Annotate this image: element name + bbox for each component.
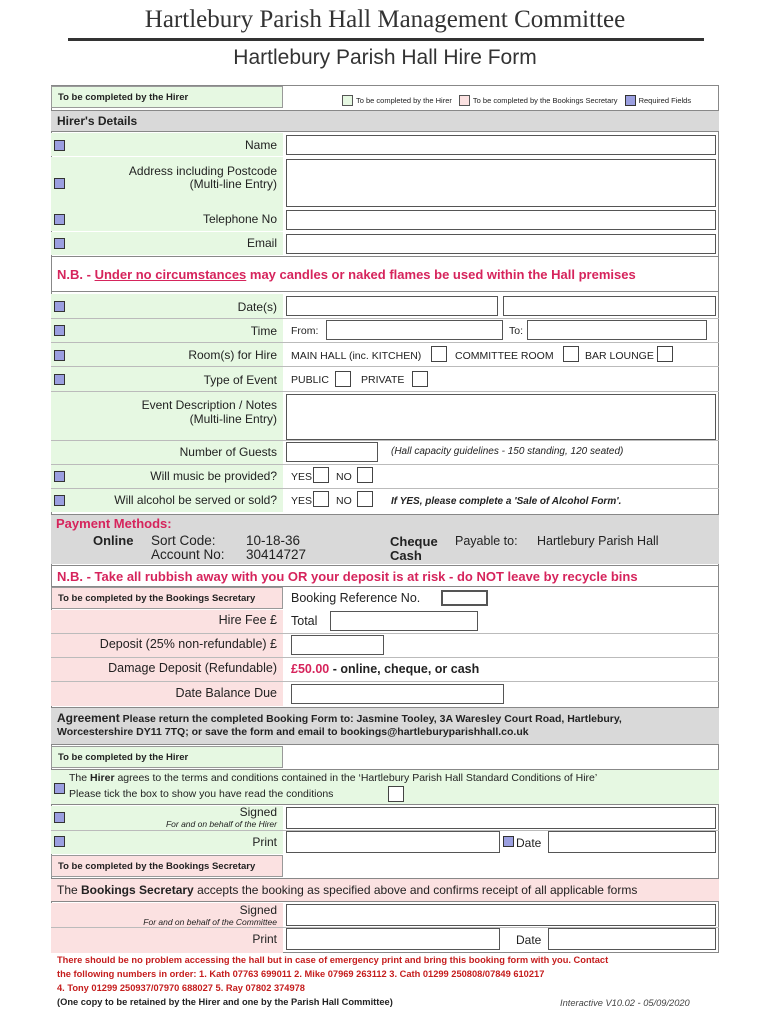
name-field[interactable] (286, 135, 716, 155)
room-main-checkbox[interactable] (431, 346, 447, 362)
hire-fee-label: Hire Fee £ (218, 613, 277, 627)
description-label: Event Description / Notes (141, 398, 277, 412)
divider (51, 391, 719, 392)
alcohol-yes-checkbox[interactable] (313, 491, 329, 507)
hirer-agreement-line-1 (69, 772, 597, 784)
legend-required-text: Required Fields (638, 96, 692, 105)
damage-amount: £50.00 (291, 662, 330, 676)
music-yes-checkbox[interactable] (313, 467, 329, 483)
time-to-field[interactable] (527, 320, 707, 340)
damage-label: Damage Deposit (Refundable) (108, 661, 277, 675)
room-committee-label: COMMITTEE ROOM (455, 350, 554, 362)
address-label: Address including Postcode (128, 164, 277, 178)
legend (342, 95, 691, 106)
total-label: Total (291, 614, 318, 628)
secretary-sign-section-label: To be completed by the Bookings Secretary (51, 855, 283, 877)
agreement-line-1 (57, 711, 622, 725)
divider (51, 927, 719, 928)
contact-3: 3. Cath 01299 250808/07849 610217 (389, 969, 545, 979)
booking-ref-label: Booking Reference No. (291, 591, 421, 605)
secretary-accept-bold: Bookings Secretary (81, 883, 194, 897)
account-label: Account No: (151, 547, 225, 562)
legend-secretary-text: To be completed by the Bookings Secretary (472, 96, 618, 105)
secretary-signed-label: Signed (239, 903, 277, 917)
divider (51, 440, 719, 441)
contact-4: 4. Tony 01299 250937/07970 688027 (57, 983, 216, 993)
telephone-field[interactable] (286, 210, 716, 230)
hirer-agreement-line-2: Please tick the box to show you have read the conditions (69, 788, 334, 800)
secretary-section-label: To be completed by the Bookings Secretary (51, 587, 283, 609)
divider (51, 633, 719, 634)
hirer-section-label: To be completed by the Hirer (51, 86, 283, 108)
secretary-on-behalf: For and on behalf of the Committee (143, 917, 277, 927)
date-field-2[interactable] (503, 296, 716, 316)
secretary-accept-text (57, 883, 637, 897)
divider (51, 318, 719, 319)
secretary-print-label: Print (252, 932, 277, 946)
deposit-label: Deposit (25% non-refundable) £ (99, 637, 277, 651)
required-marker (503, 836, 514, 847)
form-title: Hartlebury Parish Hall Hire Form (233, 46, 537, 69)
secretary-signature-field[interactable] (286, 904, 716, 926)
account-value: 30414727 (246, 547, 307, 562)
email-label: Email (246, 236, 277, 250)
agreement-text-1: Please return the completed Booking Form to: Jasmine Tooley, 3A Waresley Court Road, Hartlebury, (119, 713, 622, 725)
divider (51, 488, 719, 489)
footer-contacts-intro: the following numbers in order: (57, 969, 200, 979)
agreement-line-2: Worcestershire DY11 7TQ; or save the form and email to bookings@hartleburyparishhall.co.uk (57, 726, 529, 738)
name-label: Name (244, 138, 277, 152)
description-field[interactable] (286, 394, 716, 440)
hirer-print-field[interactable] (286, 831, 500, 853)
rooms-label: Room(s) for Hire (188, 348, 277, 362)
required-marker (54, 783, 65, 794)
version: Interactive V10.02 - 05/09/2020 (560, 998, 690, 1008)
email-field[interactable] (286, 234, 716, 254)
alcohol-yes-label: YES (291, 495, 313, 507)
divider (51, 830, 719, 831)
secretary-date-label: Date (516, 933, 542, 947)
alcohol-no-label: NO (336, 495, 352, 507)
address-note: (Multi-line Entry) (189, 177, 277, 191)
legend-secretary-swatch (459, 95, 470, 106)
type-public-checkbox[interactable] (335, 371, 351, 387)
music-yes-label: YES (291, 471, 313, 483)
title-rule (68, 38, 704, 41)
notice-emphasis: Under no circumstances (94, 266, 247, 282)
notice-prefix: N.B. - (57, 266, 95, 282)
description-note: (Multi-line Entry) (189, 412, 277, 426)
deposit-field[interactable] (291, 635, 384, 655)
sort-code-label: Sort Code: (151, 533, 216, 548)
hirer-on-behalf: For and on behalf of the Hirer (165, 819, 277, 829)
room-main-label: MAIN HALL (inc. KITCHEN) (291, 350, 422, 362)
legend-hirer-swatch (342, 95, 353, 106)
payment-title: Payment Methods: (56, 516, 172, 531)
capacity-note: (Hall capacity guidelines - 150 standing, 120 seated) (391, 446, 624, 457)
hirer-signature-field[interactable] (286, 807, 716, 829)
guests-field[interactable] (286, 442, 378, 462)
time-to-label: To: (509, 325, 524, 337)
dates-label: Date(s) (237, 300, 277, 314)
hirer-details-header: Hirer's Details (51, 110, 719, 132)
hirer-sign-section-label: To be completed by the Hirer (51, 746, 283, 768)
date-field-1[interactable] (286, 296, 498, 316)
sort-code-value: 10-18-36 (246, 533, 301, 548)
agreement-title: Agreement (57, 711, 120, 725)
hirer-agreement-bold: Hirer (90, 772, 115, 784)
divider (51, 342, 719, 343)
time-from-label: From: (291, 325, 319, 337)
org-title: Hartlebury Parish Hall Management Committee (144, 6, 626, 33)
contact-1: 1. Kath 07763 699011 (199, 969, 295, 979)
legend-required-swatch (625, 95, 636, 106)
time-from-field[interactable] (326, 320, 503, 340)
address-field[interactable] (286, 159, 716, 207)
secretary-accept-a: The (57, 883, 82, 897)
guests-label: Number of Guests (179, 445, 277, 459)
damage-methods: - online, cheque, or cash (329, 662, 480, 676)
rubbish-notice: N.B. - Take all rubbish away with you OR your deposit is at risk - do NOT leave by recycle bins (51, 565, 719, 587)
balance-due-label: Date Balance Due (175, 686, 277, 700)
secretary-accept-b: accepts the booking as specified above and confirms receipt of all applicable forms (193, 883, 638, 897)
hirer-agreement-b: agrees to the terms and conditions contained in the ‘Hartlebury Parish Hall Standard Conditions of Hire’ (114, 772, 598, 784)
music-no-checkbox[interactable] (357, 467, 373, 483)
candles-notice (51, 256, 719, 292)
room-committee-checkbox[interactable] (563, 346, 579, 362)
conditions-read-checkbox[interactable] (388, 786, 404, 802)
type-label: Type of Event (203, 373, 277, 387)
damage-value (291, 662, 479, 676)
alcohol-no-checkbox[interactable] (357, 491, 373, 507)
type-private-label: PRIVATE (361, 374, 405, 386)
hirer-date-label: Date (516, 836, 542, 850)
payable-label: Payable to: (455, 534, 518, 548)
secretary-date-field[interactable] (548, 928, 716, 950)
legend-hirer-text: To be completed by the Hirer (356, 96, 452, 105)
divider (51, 366, 719, 367)
music-label: Will music be provided? (150, 469, 277, 483)
divider (51, 464, 719, 465)
alcohol-label: Will alcohol be served or sold? (114, 493, 277, 507)
balance-due-field[interactable] (291, 684, 504, 704)
divider (51, 657, 719, 658)
footer-line-3 (57, 983, 305, 993)
booking-ref-field[interactable] (441, 590, 488, 606)
footer-line-1: There should be no problem accessing the hall but in case of emergency print and bring this booking form with you. Contact (57, 955, 609, 965)
secretary-print-field[interactable] (286, 928, 500, 950)
type-public-label: PUBLIC (291, 374, 329, 386)
music-no-label: NO (336, 471, 352, 483)
footer-line-2 (57, 969, 544, 979)
hirer-print-label: Print (252, 835, 277, 849)
divider (51, 681, 719, 682)
time-label: Time (250, 324, 277, 338)
payment-online: Online (93, 533, 134, 548)
payment-cash: Cash (390, 548, 422, 563)
total-field[interactable] (330, 611, 478, 631)
room-bar-label: BAR LOUNGE (585, 350, 654, 362)
hirer-date-field[interactable] (548, 831, 716, 853)
contact-5: 5. Ray 07802 374978 (215, 983, 305, 993)
type-private-checkbox[interactable] (412, 371, 428, 387)
telephone-label: Telephone No (202, 212, 277, 226)
alcohol-note: If YES, please complete a 'Sale of Alcohol Form'. (391, 496, 622, 507)
copy-note: (One copy to be retained by the Hirer and one by the Parish Hall Committee) (57, 997, 393, 1007)
payee: Hartlebury Parish Hall (537, 534, 659, 548)
room-bar-checkbox[interactable] (657, 346, 673, 362)
contact-2: 2. Mike 07969 263112 (294, 969, 390, 979)
hirer-signed-label: Signed (239, 805, 277, 819)
payment-cheque: Cheque (390, 534, 438, 549)
hirer-agreement-a: The (69, 772, 91, 784)
notice-rest: may candles or naked flames be used within the Hall premises (246, 266, 636, 282)
